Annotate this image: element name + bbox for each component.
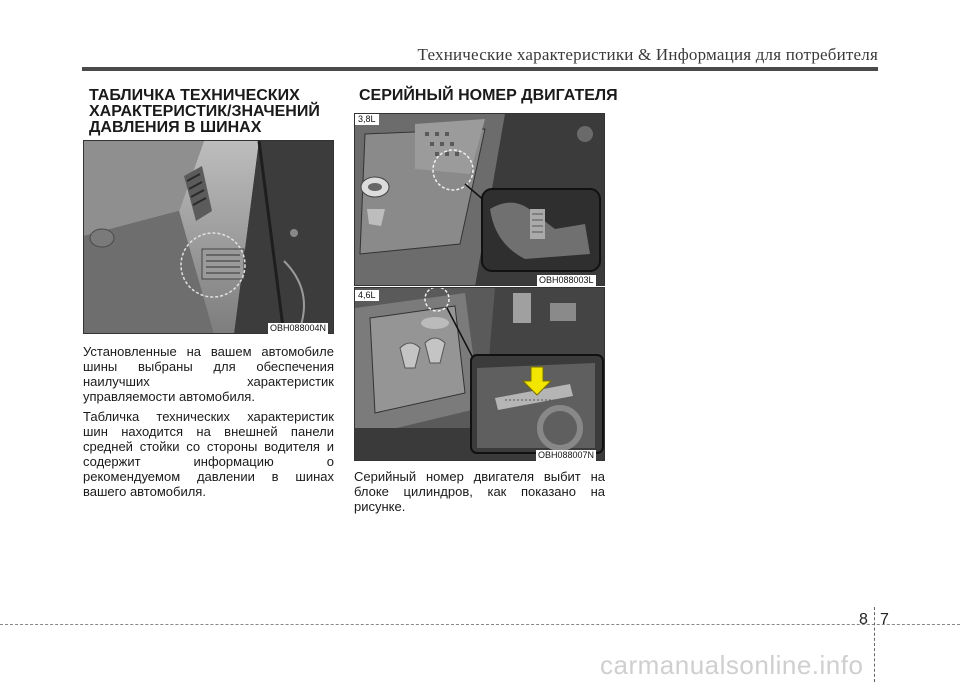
engine-38l-image-code: OBH088003L <box>539 275 594 285</box>
tire-label-image-code: OBH088004N <box>270 323 327 333</box>
tire-label-heading-line-1: ТАБЛИЧКА ТЕХНИЧЕСКИХ <box>89 87 300 104</box>
tire-label-heading-line-3: ДАВЛЕНИЯ В ШИНАХ <box>89 119 262 136</box>
engine-number-paragraph: Серийный номер двигателя выбит на блоке цилиндров, как показано на рисунке. <box>354 469 605 514</box>
tire-label-photo <box>83 140 334 334</box>
tire-label-paragraph-2: Табличка технических характеристик шин находится на внешней панели средней стойки со стороны водителя и содержит информацию о рекомендуемом давлении в шинах вашего автомобиля. <box>83 409 334 499</box>
engine-46l-tag: 4,6L <box>355 290 379 301</box>
engine-photo-38l <box>354 113 605 286</box>
watermark-text: carmanualsonline.info <box>600 650 864 680</box>
footer-divider <box>874 607 875 682</box>
engine-46l-illustration <box>355 288 605 461</box>
engine-38l-illustration <box>355 114 605 286</box>
tire-label-heading <box>89 88 339 136</box>
engine-photo-46l <box>354 287 605 461</box>
engine-number-heading: СЕРИЙНЫЙ НОМЕР ДВИГАТЕЛЯ <box>359 87 618 104</box>
tire-label-body <box>83 344 334 504</box>
tire-label-paragraph-1: Установленные на вашем автомобиле шины выбраны для обеспечения наилучших характеристик управляемости автомобиля. <box>83 344 334 404</box>
engine-38l-tag: 3,8L <box>355 114 379 125</box>
page-number: 7 <box>880 611 889 628</box>
header-rule <box>82 67 878 71</box>
chapter-number: 8 <box>859 611 868 628</box>
tire-label-illustration <box>84 141 334 334</box>
engine-46l-image-code: OBH088007N <box>538 450 595 460</box>
engine-number-body <box>354 469 605 519</box>
page-header-title: Технические характеристики & Информация для потребителя <box>417 45 878 64</box>
footer-rule <box>0 624 960 625</box>
tire-label-heading-line-2: ХАРАКТЕРИСТИК/ЗНАЧЕНИЙ <box>89 103 320 120</box>
